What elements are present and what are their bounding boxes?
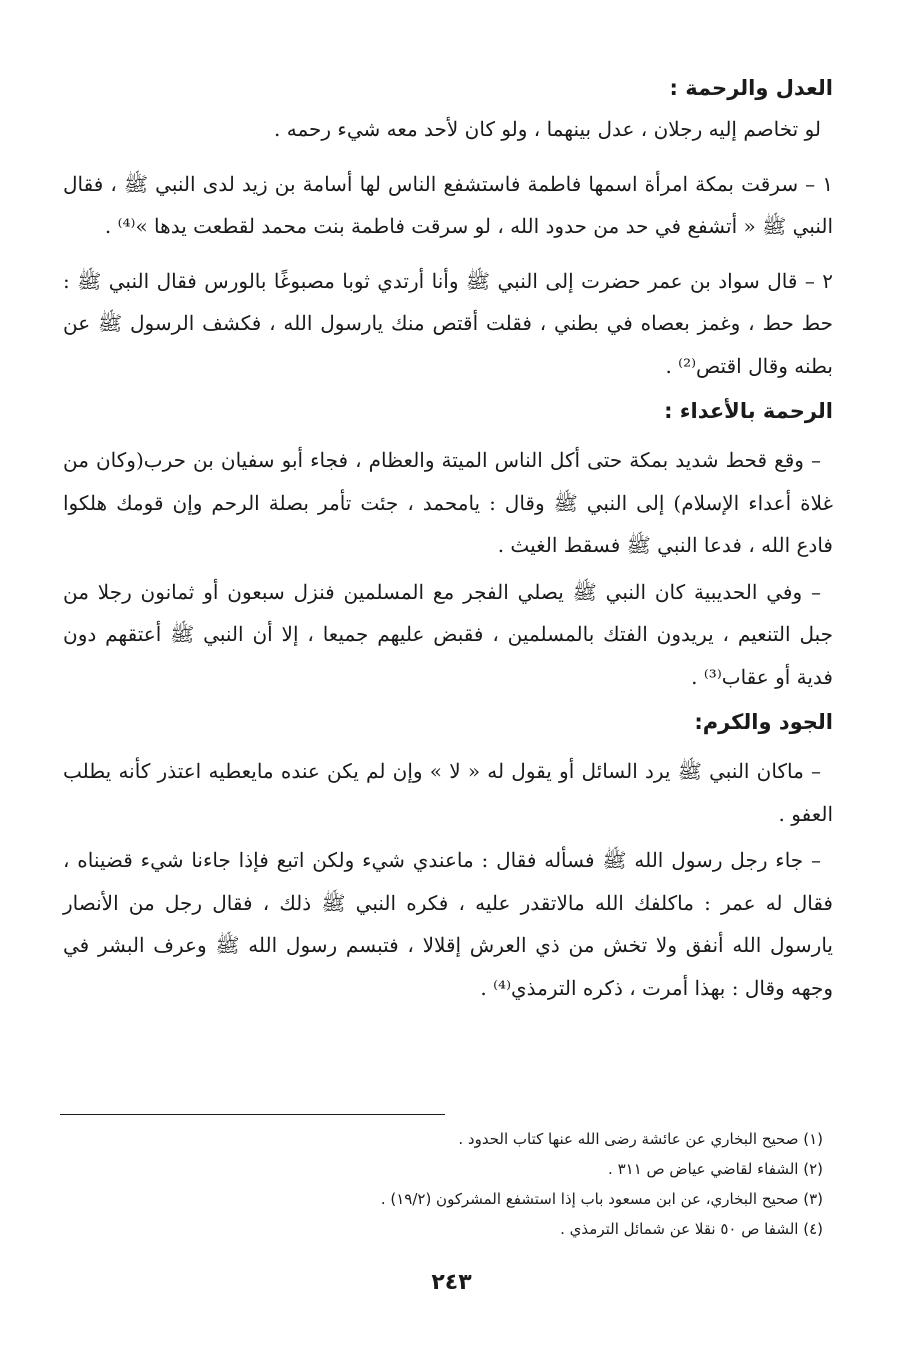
paragraph: – وفي الحديبية كان النبي ﷺ يصلي الفجر مع المسلمين فنزل سبعون أو ثمانون رجلا من جبل التنعيم ، يريدون الفتك بالمسلمين ، فقبض عليهم جميعا ، إلا أن النبي ﷺ أعتقهم دون فدية أو عقاب⁽³⁾ .: [63, 579, 833, 689]
main-text: [63, 68, 833, 1013]
footnote: (٣) صحيح البخاري، عن ابن مسعود باب إذا استشفع المشركون (١٩/٢) .: [380, 1190, 823, 1208]
footnotes: [123, 1124, 823, 1244]
paragraph: ١ – سرقت بمكة امرأة اسمها فاطمة فاستشفع الناس لها أسامة بن زيد لدى النبي ﷺ ، فقال النبي ﷺ « أتشفع في حد من حدود الله ، لو سرقت فاطمة بنت محمد لقطعت يدها »⁽⁴⁾ .: [63, 171, 833, 238]
section-heading-mercy-enemies: الرحمة بالأعداء :: [664, 399, 833, 423]
footnote: (٢) الشفاء لقاضي عياض ص ٣١١ .: [608, 1160, 823, 1178]
footnote: (٤) الشفا ص ٥٠ نقلا عن شمائل الترمذي .: [560, 1220, 823, 1238]
section-heading-generosity: الجود والكرم:: [694, 710, 833, 734]
page-number: ٢٤٣: [431, 1270, 472, 1295]
paragraph: – ماكان النبي ﷺ يرد السائل أو يقول له « لا » وإن لم يكن عنده مايعطيه اعتذر كأنه يطلب العفو .: [63, 759, 833, 826]
paragraph: – جاء رجل رسول الله ﷺ فسأله فقال : ماعندي شيء ولكن اتبع فإذا جاءنا شيء قضيناه ، فقال له عمر : ماكلفك الله مالاتقدر عليه ، فكره النبي ﷺ ذلك ، فقال رجل من الأنصار يارسول الله أنفق ولا تخش من ذي العرش إقلالا ، فتبسم رسول الله ﷺ وعرف البشر في وجهه وقال : بهذا أمرت ، ذكره الترمذي⁽⁴⁾ .: [63, 848, 833, 1000]
paragraph: ٢ – قال سواد بن عمر حضرت إلى النبي ﷺ وأنا أرتدي ثوبا مصبوغًا بالورس فقال النبي ﷺ : حط حط ، وغمز بعصاه في بطني ، فقلت أقتص منك يارسول الله ، فكشف الرسول ﷺ عن بطنه وقال اقتص⁽²⁾ .: [63, 268, 833, 378]
section-heading-justice-mercy: العدل والرحمة :: [669, 76, 833, 100]
footnote-divider: [60, 1114, 445, 1115]
paragraph: – وقع قحط شديد بمكة حتى أكل الناس الميتة والعظام ، فجاء أبو سفيان بن حرب(وكان من غلاة أعداء الإسلام) إلى النبي ﷺ وقال : يامحمد ، جئت تأمر بصلة الرحم وإن قومك هلكوا فادع الله ، فدعا النبي ﷺ فسقط الغيث .: [63, 448, 833, 557]
paragraph: لو تخاصم إليه رجلان ، عدل بينهما ، ولو كان لأحد معه شيء رحمه .: [274, 117, 821, 141]
footnote: (١) صحيح البخاري عن عائشة رضى الله عنها كتاب الحدود .: [458, 1130, 823, 1148]
